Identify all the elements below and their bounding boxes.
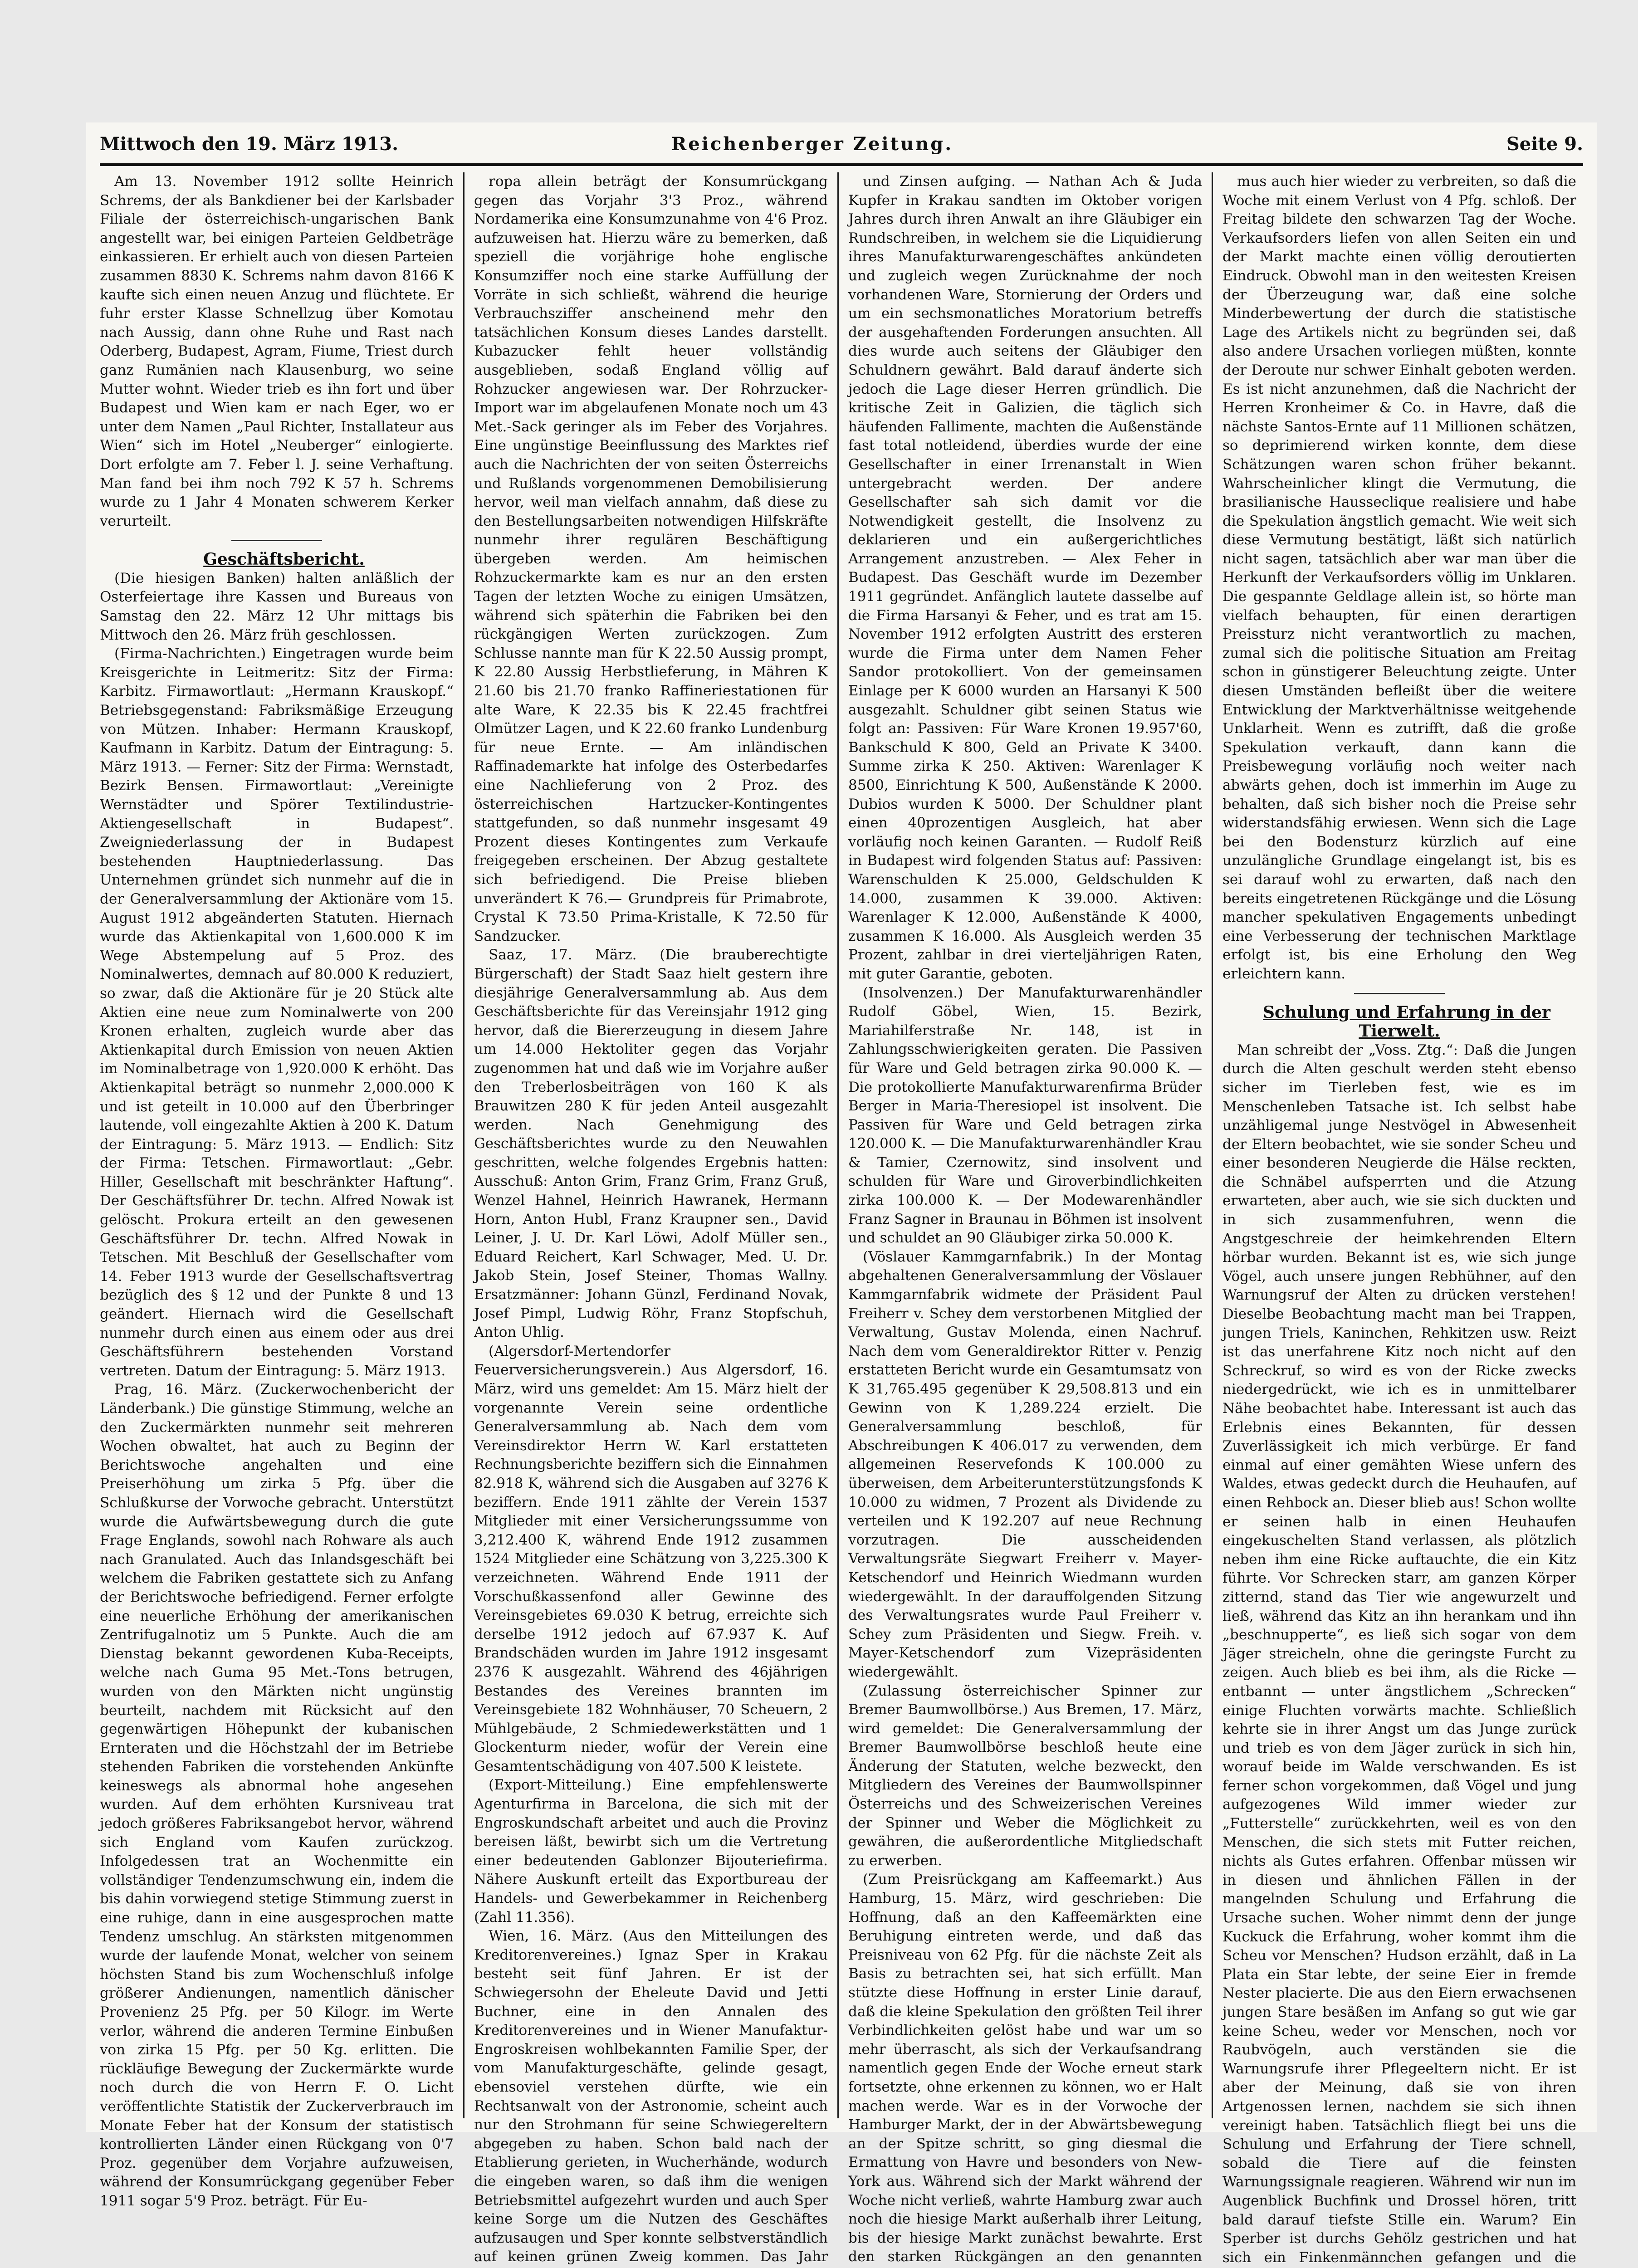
column-separator	[1212, 172, 1213, 2118]
article-paragraph: (Export-Mitteilung.) Eine empfehlenswerte Agenturfirma in Barcelona, die sich mit der Engroskundschaft arbeitet und auch die Provinz bereisen läßt, bewirbt sich um die Vertretung einer bedeutenden Gablonzer Bijouteriefirma. Nähere Auskunft erteilt das Exportbureau der Handels- und Gewerbekammer in Reichenberg (Zahl 11.356).	[474, 1777, 828, 1926]
article-paragraph: (Insolvenzen.) Der Manufakturwarenhändler Rudolf Göbel, Wien, 15. Bezirk, Mariahilferstraße Nr. 148, ist in Zahlungsschwierigkeiten geraten. Die Passiven für Ware und Geld betragen zirka 90.000 K. — Die protokollierte Manufakturwarenfirma Brüder Berger in Maria-Theresiopel ist insolvent. Die Passiven für Ware und Geld betragen zirka 120.000 K. — Die Manufakturwarenhändler Krau & Tamier, Czernowitz, sind insolvent und schulden für Ware und Giroverbindlichkeiten zirka 100.000 K. — Der Modewarenhändler Franz Sagner in Braunau in Böhmen ist insolvent und schuldet an 90 Gläubiger zirka 50.000 K.	[848, 984, 1202, 1246]
column-separator	[463, 172, 465, 2118]
article-paragraph: Man schreibt der „Voss. Ztg.“: Daß die Jungen durch die Alten geschult werden steht ebenso sicher im Tierleben fest, wie es im Menschenleben Tatsache ist. Ich selbst habe unzähligemal junge Nestvögel in Abwesenheit der Eltern beobachtet, wie sie sonder Scheu und einer besonderen Neugierde die Hälse reckten, die Schnäbel aufsperrten und die Atzung erwarteten, aber auch, wie sie sich duckten und in sich zusammenfuhren, wenn die Angstgeschreie der heimkehrenden Eltern hörbar wurden. Bekannt ist es, wie sich junge Vögel, auch unsere jungen Rebhühner, auf den Warnungsruf der Alten zu drücken verstehen! Dieselbe Beobachtung macht man bei Trappen, jungen Triels, Kaninchen, Rehkitzen usw. Reizt ist das unerfahrene Kitz noch nicht auf den Schreckruf, so wird es von der Ricke zwecks niedergedrückt, wie ich es in unmittelbarer Nähe beobachtet habe. Interessant ist auch das Erlebnis eines Bekannten, für dessen Zuverlässigkeit ich mich verbürge. Er fand einmal auf einer gemähten Wiese unfern des Waldes, etwas gedeckt durch die Heuhaufen, auf einen Rehbock an. Dieser blieb aus! Schon wollte er seinen halb in einen Heuhaufen eingekuschelten Stand verlassen, als plötzlich neben ihm eine Ricke auftauchte, die ein Kitz führte. Vor Schrecken starr, am ganzen Körper zitternd, stand das Tier wie angewurzelt und ließ, während das Kitz an ihn herankam und ihn „beschnupperte“, es ließ sich sogar von dem Jäger streicheln, ohne die geringste Furcht zu zeigen. Auch blieb es bei ihm, als die Ricke — entbannt — unter ängstlichem „Schrecken“ einige Fluchten vorwärts machte. Schließlich kehrte sie in ihrer Angst um das Junge zurück und trieb es von dem Jäger zurück in sich hin, worauf beide im Walde verschwanden. Es ist ferner schon vorgekommen, daß Vögel und jung aufgezogenes Wild immer wieder zur „Futterstelle“ zurückkehrten, weil es von den Menschen, die sich stets mit Futter reichen, nichts als Gutes erfahren. Offenbar müssen wir in diesen und ähnlichen Fällen in der mangelnden Schulung und Erfahrung die Ursache suchen. Woher nimmt denn der junge Kuckuck die Erfahrung, woher kommt ihm die Scheu vor Menschen? Hudson erzählt, daß in La Plata ein Star lebte, der seine Eier in fremde Nester placierte. Die aus den Eiern erwachsenen jungen Stare besäßen im Anfang so gut wie gar keine Scheu, weder vor Menschen, noch vor Raubvögeln, auch verständen sie die Warnungsrufe ihrer Pflegeeltern nicht. Er ist aber der Meinung, daß sie von ihren Artgenossen lernen, nachdem sie sich ihnen vereinigt haben. Tatsächlich fliegt bei uns die Schulung und Erfahrung der Tiere schnell, sobald die Tiere auf die feinsten Warnungssignale reagieren. Während wir nun im Augenblick Buchfink und Drossel hören, tritt bald darauf tiefste Stille ein. Warum? Ein Sperber ist durchs Gehölz gestrichen und hat sich ein Finkenmännchen gefangen und die	[1222, 1041, 1577, 2266]
masthead	[100, 131, 1583, 158]
article-paragraph: (Zum Preisrückgang am Kaffeemarkt.) Aus Hamburg, 15. März, wird geschrieben: Die Hoffnung, daß an den Kaffeemärkten eine Beruhigung eintreten werde, und daß das Preisniveau von 62 Pfg. für die nächste Zeit als Basis zu betrachten sei, hat sich erfüllt. Man stützte diese Hoffnung in erster Linie darauf, daß die kleine Spekulation den größten Teil ihrer Verbindlichkeiten gelöst habe und war um so mehr überrascht, als sich der Verkaufsandrang namentlich gegen Ende der Woche erneut stark fortsetzte, ohne erkennen zu können, wo er Halt machen werde. War es in der Vorwoche der Hamburger Markt, der in der Abwärtsbewegung an der Spitze schritt, so ging diesmal die Ermattung von Havre und besonders von New-York aus. Während sich der Markt während der Woche nicht verließ, wahrte Hamburg zwar auch noch die hiesige Markt außerhalb ihrer Leitung, bis der hiesige Markt zunächst bewahrte. Erst den starken Rückgängen an den genannten	[848, 1871, 1202, 2265]
section-heading: Geschäftsbericht.	[203, 550, 365, 569]
article-paragraph: und Zinsen aufging. — Nathan Ach & Juda Kupfer in Krakau sandten im Oktober vorigen Jahres durch ihren Anwalt an ihre Gläubiger ein Rundschreiben, in welchem sie die Liquidierung ihres Manufakturwarengeschäftes ankündeten und zugleich wegen Zurücknahme der noch vorhandenen Ware, Stornierung der Orders und um ein sechsmonatliches Moratorium betreffs der ausgehaftenden Forderungen ansuchten. All dies wurde auch seitens der Gläubiger den Schuldnern gewährt. Bald darauf änderte sich jedoch die Lage dieser Herren gründlich. Die kritische Zeit in Galizien, die täglich sich häufenden Fallimente, machten die Außenstände fast total notleidend, überdies wurde der eine Gesellschafter in einer Irrenanstalt in Wien untergebracht werden. Der andere Gesellschafter sah sich damit vor die Notwendigkeit gestellt, die Insolvenz zu deklarieren und ein außergerichtliches Arrangement anzustreben. — Alex Feher in Budapest. Das Geschäft wurde im Dezember 1911 gegründet. Anfänglich lautete dasselbe auf die Firma Harsanyi & Feher, und es trat am 15. November 1912 erfolgten Austritt des ersteren wurde die Firma unter dem Namen Feher Sandor protokolliert. Von der gemeinsamen Einlage per K 6000 wurden an Harsanyi K 500 ausgezahlt. Schuldner gibt seinen Status wie folgt an: Passiven: Für Ware Kronen 19.957'60, Bankschuld K 800, Geld an Private K 3400. Summe zirka K 250. Aktiven: Warenlager K 8500, Einrichtung K 500, Außenstände K 2000. Dubios wurden K 5000. Der Schuldner plant einen 40prozentigen Ausgleich, hat aber vorläufig noch keinen Garanten. — Rudolf Reiß in Budapest wird folgenden Status auf: Passiven: Warenschulden K 25.000, Geldschulden K 14.000, zusammen K 39.000. Aktiven: Warenlager K 12.000, Außenstände K 4000, zusammen K 16.000. Als Ausgleich werden 35 Prozent, zahlbar in drei vierteljährigen Raten, mit guter Garantie, geboten.	[848, 173, 1202, 982]
column-1	[100, 172, 454, 2209]
column-2	[474, 172, 828, 2265]
column-separator	[837, 172, 839, 2118]
article-paragraph: (Firma-Nachrichten.) Eingetragen wurde beim Kreisgerichte in Leitmeritz: Sitz der Firma: Karbitz. Firmawortlaut: „Hermann Krauskopf.“ Betriebsgegenstand: Fabriksmäßige Erzeugung von Mützen. Inhaber: Hermann Krauskopf, Kaufmann in Karbitz. Datum der Eintragung: 5. März 1913. — Ferner: Sitz der Firma: Wernstadt, Bezirk Bensen. Firmawortlaut: „Vereinigte Wernstädter und Spörer Textilindustrie-Aktiengesellschaft in Budapest“. Zweigniederlassung der in Budapest bestehenden Hauptniederlassung. Das Unternehmen gründet sich nunmehr auf die in der Generalversammlung der Aktionäre vom 15. August 1912 abgeänderten Statuten. Hiernach wurde das Aktienkapital von 1,600.000 K im Wege Abstempelung auf 5 Proz. des Nominalwertes, demnach auf 80.000 K reduziert, so zwar, daß die Aktionäre für je 20 Stück alte Aktien eine neue zum Nominalwerte von 200 Kronen erhalten, zugleich wurde aber das Aktienkapital durch Emission von neuen Aktien im Nominalbetrage von 1,920.000 K erhöht. Das Aktienkapital beträgt so nunmehr 2,000.000 K und ist geteilt in 10.000 auf den Überbringer lautende, voll eingezahlte Aktien à 200 K. Datum der Eintragung: 5. März 1913. — Endlich: Sitz der Firma: Tetschen. Firmawortlaut: „Gebr. Hiller, Gesellschaft mit beschränkter Haftung“. Der Geschäftsführer Dr. techn. Alfred Nowak ist gelöscht. Prokura erteilt an den gewesenen Geschäftsführer Dr. techn. Alfred Nowak in Tetschen. Mit Beschluß der Gesellschafter vom 14. Feber 1913 wurde der Gesellschaftsvertrag bezüglich des § 12 und der Punkte 8 und 13 geändert. Hiernach wird die Gesellschaft nunmehr durch einen aus einem oder aus drei Geschäftsführern bestehenden Vorstand vertreten. Datum der Eintragung: 5. März 1913.	[100, 645, 454, 1379]
column-3	[848, 172, 1202, 2265]
article-paragraph: Saaz, 17. März. (Die brauberechtigte Bürgerschaft) der Stadt Saaz hielt gestern ihre diesjährige Generalversammlung ab. Aus dem Geschäftsberichte für das Vereinsjahr 1912 ging hervor, daß die Biererzeugung in diesem Jahre um 14.000 Hektoliter gegen das Vorjahr zugenommen hat und daß wie im Vorjahre außer den Treberlosbeiträgen von 160 K als Brauwitzen 280 K für jeden Anteil ausgezahlt werden. Nach Genehmigung des Geschäftsberichtes wurde zu den Neuwahlen geschritten, welche folgendes Ergebnis hatten: Ausschuß: Anton Grim, Franz Grim, Franz Gruß, Wenzel Hahnel, Heinrich Hawranek, Hermann Horn, Anton Hubl, Franz Kraupner sen., David Leiner, J. U. Dr. Karl Löwi, Adolf Müller sen., Eduard Reichert, Karl Schwager, Med. U. Dr. Jakob Stein, Josef Steiner, Thomas Wallny. Ersatzmänner: Johann Günzl, Ferdinand Novak, Josef Pimpl, Ludwig Röhr, Franz Stopfschuh, Anton Uhlig.	[474, 947, 828, 1341]
article-paragraph: Wien, 16. März. (Aus den Mitteilungen des Kreditorenvereines.) Ignaz Sper in Krakau besteht seit fünf Jahren. Er ist der Schwiegersohn der Eheleute David und Jetti Buchner, eine in den Annalen des Kreditorenvereines und in Wiener Manufaktur-Engroskreisen wohlbekannten Familie Sper, der vom Manufakturgeschäfte, gelinde gesagt, ebensoviel verstehen dürfte, wie ein Rechtsanwalt von der Astronomie, scheint auch nur den Strohmann für seine Schwiegereltern abgegeben zu haben. Schon bald nach der Etablierung gerieten, in Wucherhände, wodurch die eingeben waren, so daß ihm die wenigen Betriebsmittel aufgezehrt wurden und auch Sper keine Sorge um die Nutzen des Geschäftes aufzusaugen und Sper konnte selbstverständlich auf keinen grünen Zweig kommen. Das Jahr	[474, 1928, 828, 2265]
article-paragraph: ropa allein beträgt der Konsumrückgang gegen das Vorjahr 3'3 Proz., während Nordamerika eine Konsumzunahme von 4'6 Proz. aufzuweisen hat. Hierzu wäre zu bemerken, daß speziell die vorjährige hohe englische Konsumziffer noch eine starke Auffüllung der Vorräte in sich schließt, während die heurige Verbrauchsziffer anscheinend mehr den tatsächlichen Konsum dieses Landes darstellt. Kubazucker fehlt heuer vollständig ausgeblieben, sodaß England völlig auf Rohzucker angewiesen war. Der Rohrzucker-Import war im abgelaufenen Monate noch um 43 Met.-Sack geringer als im Feber des Vorjahres. Eine ungünstige Beeinflussung des Marktes rief auch die Nachrichten der von seiten Österreichs und Rußlands vorgenommenen Demobilisierung hervor, weil man vielfach annahm, daß diese zu den Bestellungsarbeiten notwendigen Hilfskräfte nunmehr ihrer regulären Beschäftigung übergeben werden. Am heimischen Rohzuckermarkte kam es nur an den ersten Tagen der letzten Woche zu einigen Umsätzen, während sich späterhin die Fabriken bei den rückgängigen Werten zurückzogen. Zum Schlusse nannte man für K 22.50 Aussig prompt, K 22.80 Aussig Herbstlieferung, in Mähren K 21.60 bis 21.70 franko Raffineriestationen für alte Ware, K 22.35 bis K 22.45 frachtfrei Olmützer Lagen, und K 22.60 franko Lundenburg für neue Ernte. — Am inländischen Raffinademarkte hat infolge des Osterbedarfes eine Nachlieferung von 2 Proz. des österreichischen Hartzucker-Kontingentes stattgefunden, so daß nunmehr insgesamt 49 Prozent dieses Kontingentes zum Verkaufe freigegeben erscheinen. Der Abzug gestaltete sich befriedigend. Die Preise blieben unverändert K 76.— Grundpreis für Primabrote, Crystal K 73.50 Prima-Kristalle, K 72.50 für Sandzucker.	[474, 173, 828, 944]
article-paragraph: mus auch hier wieder zu verbreiten, so daß die Woche mit einem Verlust von 4 Pfg. schloß. Der Freitag bildete den schwarzen Tag der Woche. Verkaufsorders liefen von allen Seiten ein und der Markt machte einen völlig deroutierten Eindruck. Obwohl man in den weitesten Kreisen der Überzeugung war, daß eine solche Minderbewertung der durch die statistische Lage des Artikels nicht zu begründen sei, daß also andere Ursachen vorliegen müßten, konnte der Deroute nur schwer Einhalt geboten werden. Es ist nicht anzunehmen, daß die Nachricht der Herren Kronheimer & Co. in Havre, daß die nächste Santos-Ernte auf 11 Millionen schätzen, so deprimierend wirken konnte, dem diese Schätzungen waren schon früher bekannt. Wahrscheinlicher klingt die Vermutung, die brasilianische Hausseclique realisiere und habe die Spekulation ängstlich gemacht. Wie weit sich diese Vermutung bestätigt, läßt sich natürlich nicht sagen, tatsächlich aber war man über die Herkunft der Verkaufsorders völlig im Unklaren. Die gespannte Geldlage allein ist, so hörte man vielfach behaupten, für einen derartigen Preissturz nicht verantwortlich zu machen, zumal sich die politische Situation am Freitag schon in günstigerer Beleuchtung zeigte. Unter diesen Umständen befleißt über die weitere Entwicklung der Marktverhältnisse weitgehende Unklarheit. Wenn es zutrifft, daß die große Spekulation verkauft, dann kann die Preisbewegung vorläufig noch weiter nach abwärts gehen, doch ist immerhin im Auge zu behalten, daß sich bisher noch die Preise sehr widerstandsfähig erwiesen. Wenn sich die Lage bei den Bodensturz kürzlich auf eine unzulängliche Grundlage eingelangt ist, bis es sei darauf wohl zu erwarten, daß nach den bereits eingetretenen Rückgänge und die Lösung mancher spekulativen Engagements unbedingt eine Verbesserung der technischen Marktlage erfolgt ist, bis eine Erholung den Weg erleichtern kann.	[1222, 173, 1576, 982]
article-paragraph: (Vöslauer Kammgarnfabrik.) In der Montag abgehaltenen Generalversammlung der Vöslauer Kammgarnfabrik widmete der Präsident Paul Freiherr v. Schey dem verstorbenen Mitglied der Verwaltung, Gustav Molenda, einen Nachruf. Nach dem vom Generaldirektor Ritter v. Penzig erstatteten Bericht wurde ein Gesamtumsatz von K 31,765.495 gegenüber K 29,508.813 und ein Gewinn von K 1,289.224 erzielt. Die Generalversammlung beschloß, für Abschreibungen K 406.017 zu verwenden, dem allgemeinen Reservefonds K 100.000 zu überweisen, dem Arbeiterunterstützungsfonds K 10.000 zu widmen, 7 Prozent als Dividende zu verteilen und K 192.207 auf neue Rechnung vorzutragen. Die ausscheidenden Verwaltungsräte Siegwart Freiherr v. Mayer-Ketschendorf und Heinrich Wiedmann wurden wiedergewählt. In der darauffolgenden Sitzung des Verwaltungsrates wurde Paul Freiherr v. Schey zum Präsidenten und Siegw. Freih. v. Mayer-Ketschendorf zum Vizepräsidenten wiedergewählt.	[848, 1248, 1202, 1680]
section-divider	[1354, 993, 1445, 994]
article-paragraph: (Die hiesigen Banken) halten anläßlich der Osterfeiertage ihre Kassen und Bureaus von Samstag den 22. März 12 Uhr mittags bis Mittwoch den 26. März früh geschlossen.	[100, 570, 454, 643]
section-heading: Schulung und Erfahrung in der Tierwelt.	[1263, 1002, 1550, 1041]
newspaper-title: Reichenberger Zeitung.	[671, 133, 953, 155]
newspaper-page	[86, 122, 1597, 2266]
column-4	[1222, 172, 1577, 2266]
header-rule	[100, 163, 1583, 166]
page-number: Seite 9.	[1506, 133, 1583, 155]
issue-date: Mittwoch den 19. März 1913.	[100, 133, 399, 155]
article-paragraph: Prag, 16. März. (Zuckerwochenbericht der Länderbank.) Die günstige Stimmung, welche an den Zuckermärkten nunmehr seit mehreren Wochen obwaltet, hat auch zu Beginn der Berichtswoche angehalten und eine Preiserhöhung um zirka 5 Pfg. über die Schlußkurse der Vorwoche gebracht. Unterstützt wurde die Aufwärtsbewegung durch die gute Frage Englands, sowohl nach Rohware als auch nach Granulated. Auch das Inlandsgeschäft bei welchem die Fabriken gestattete sich zu Anfang der Berichtswoche befriedigend. Ferner erfolgte eine neuerliche Erhöhung der amerikanischen Zentrifugalnotiz um 5 Punkte. Auch die am Dienstag bekannt gewordenen Kuba-Receipts, welche nach Guma 95 Met.-Tons betrugen, wurden von den Märkten nicht ungünstig beurteilt, nachdem mit Rücksicht auf den gegenwärtigen Höhepunkt der kubanischen Ernteraten und die Höchstzahl der im Betriebe stehenden Fabriken die vorstehenden Ankünfte keineswegs als abnormal hohe angesehen wurden. Auf dem erhöhten Kursniveau trat jedoch größeres Fabriksangebot hervor, während sich England vom Kaufen zurückzog. Infolgedessen trat an Wochenmitte ein vollständiger Tendenzumschwung ein, indem die bis dahin vorwiegend stetige Stimmung zuerst in eine ruhige, dann in eine ausgesprochen matte Tendenz umschlug. An stärksten mitgenommen wurde der laufende Monat, welcher von seinem höchsten Stand bis zum Wochenschluß infolge größerer Andienungen, namentlich dänischer Provenienz 25 Pfg. per 50 Kilogr. im Werte verlor, während die anderen Termine Einbußen von zirka 15 Pfg. per 50 Kg. erlitten. Die rückläufige Bewegung der Zuckermärkte wurde noch durch die von Herrn F. O. Licht veröffentlichte Statistik der Zuckerverbrauch im Monate Feber hat der Konsum der statistisch kontrollierten Länder einen Rückgang von 0'7 Proz. gegenüber dem Vorjahre aufzuweisen, während der Konsumrückgang gegenüber Feber 1911 sogar 5'9 Proz. beträgt. Für Eu-	[100, 1381, 454, 2209]
article-paragraph: (Zulassung österreichischer Spinner zur Bremer Baumwollbörse.) Aus Bremen, 17. März, wird gemeldet: Die Generalversammlung der Bremer Baumwollbörse beschloß heute eine Änderung der Statuten, welche bezweckt, den Mitgliedern des Vereines der Baumwollspinner Österreichs und des Schweizerischen Vereines der Spinner und Weber die Möglichkeit zu gewähren, die außerordentliche Mitgliedschaft zu erwerben.	[848, 1682, 1202, 1869]
section-divider	[231, 540, 322, 541]
article-paragraph: (Algersdorf-Mertendorfer Feuerversicherungsverein.) Aus Algersdorf, 16. März, wird uns gemeldet: Am 15. März hielt der vorgenannte Verein seine ordentliche Generalversammlung ab. Nach dem vom Vereinsdirektor Herrn W. Karl erstatteten Rechnungsberichte beziffern sich die Einnahmen 82.918 K, während sich die Ausgaben auf 3276 K beziffern. Ende 1911 zählte der Verein 1537 Mitglieder mit einer Versicherungssumme von 3,212.400 K, während Ende 1912 zusammen 1524 Mitglieder eine Schätzung von 3,225.300 K verzeichneten. Während Ende 1911 der Vorschußkassenfond aller Gewinne des Vereinsgebietes 69.030 K betrug, erreichte sich derselbe 1912 jedoch auf 67.937 K. Auf Brandschäden wurden im Jahre 1912 insgesamt 2376 K ausgezahlt. Während des 46jährigen Bestandes des Vereines brannten im Vereinsgebiete 182 Wohnhäuser, 70 Scheuern, 2 Mühlgebäude, 2 Schmiedewerkstätten und 1 Glockenturm nieder, wofür der Verein eine Gesamtentschädigung von 407.500 K leistete.	[474, 1343, 828, 1774]
article-paragraph: Am 13. November 1912 sollte Heinrich Schrems, der als Bankdiener bei der Karlsbader Filiale der österreichisch-ungarischen Bank angestellt war, bei einigen Parteien Geldbeträge einkassieren. Er erhielt auch von diesen Parteien zusammen 8830 K. Schrems nahm davon 8166 K kaufte sich einen neuen Anzug und flüchtete. Er fuhr erster Klasse Schnellzug über Komotau nach Aussig, dann ohne Ruhe und Rast nach Oderberg, Budapest, Agram, Fiume, Triest durch ganz Rumänien nach Klausenburg, wo seine Mutter wohnt. Wieder trieb es ihn fort und über Budapest und Wien kam er nach Eger, wo er unter dem Namen „Paul Richter, Installateur aus Wien“ sich im Hotel „Neuberger“ einlogierte. Dort erfolgte am 7. Feber l. J. seine Verhaftung. Man fand bei ihm noch 792 K 57 h. Schrems wurde zu 1 Jahr 4 Monaten schwerem Kerker verurteilt.	[100, 173, 454, 529]
